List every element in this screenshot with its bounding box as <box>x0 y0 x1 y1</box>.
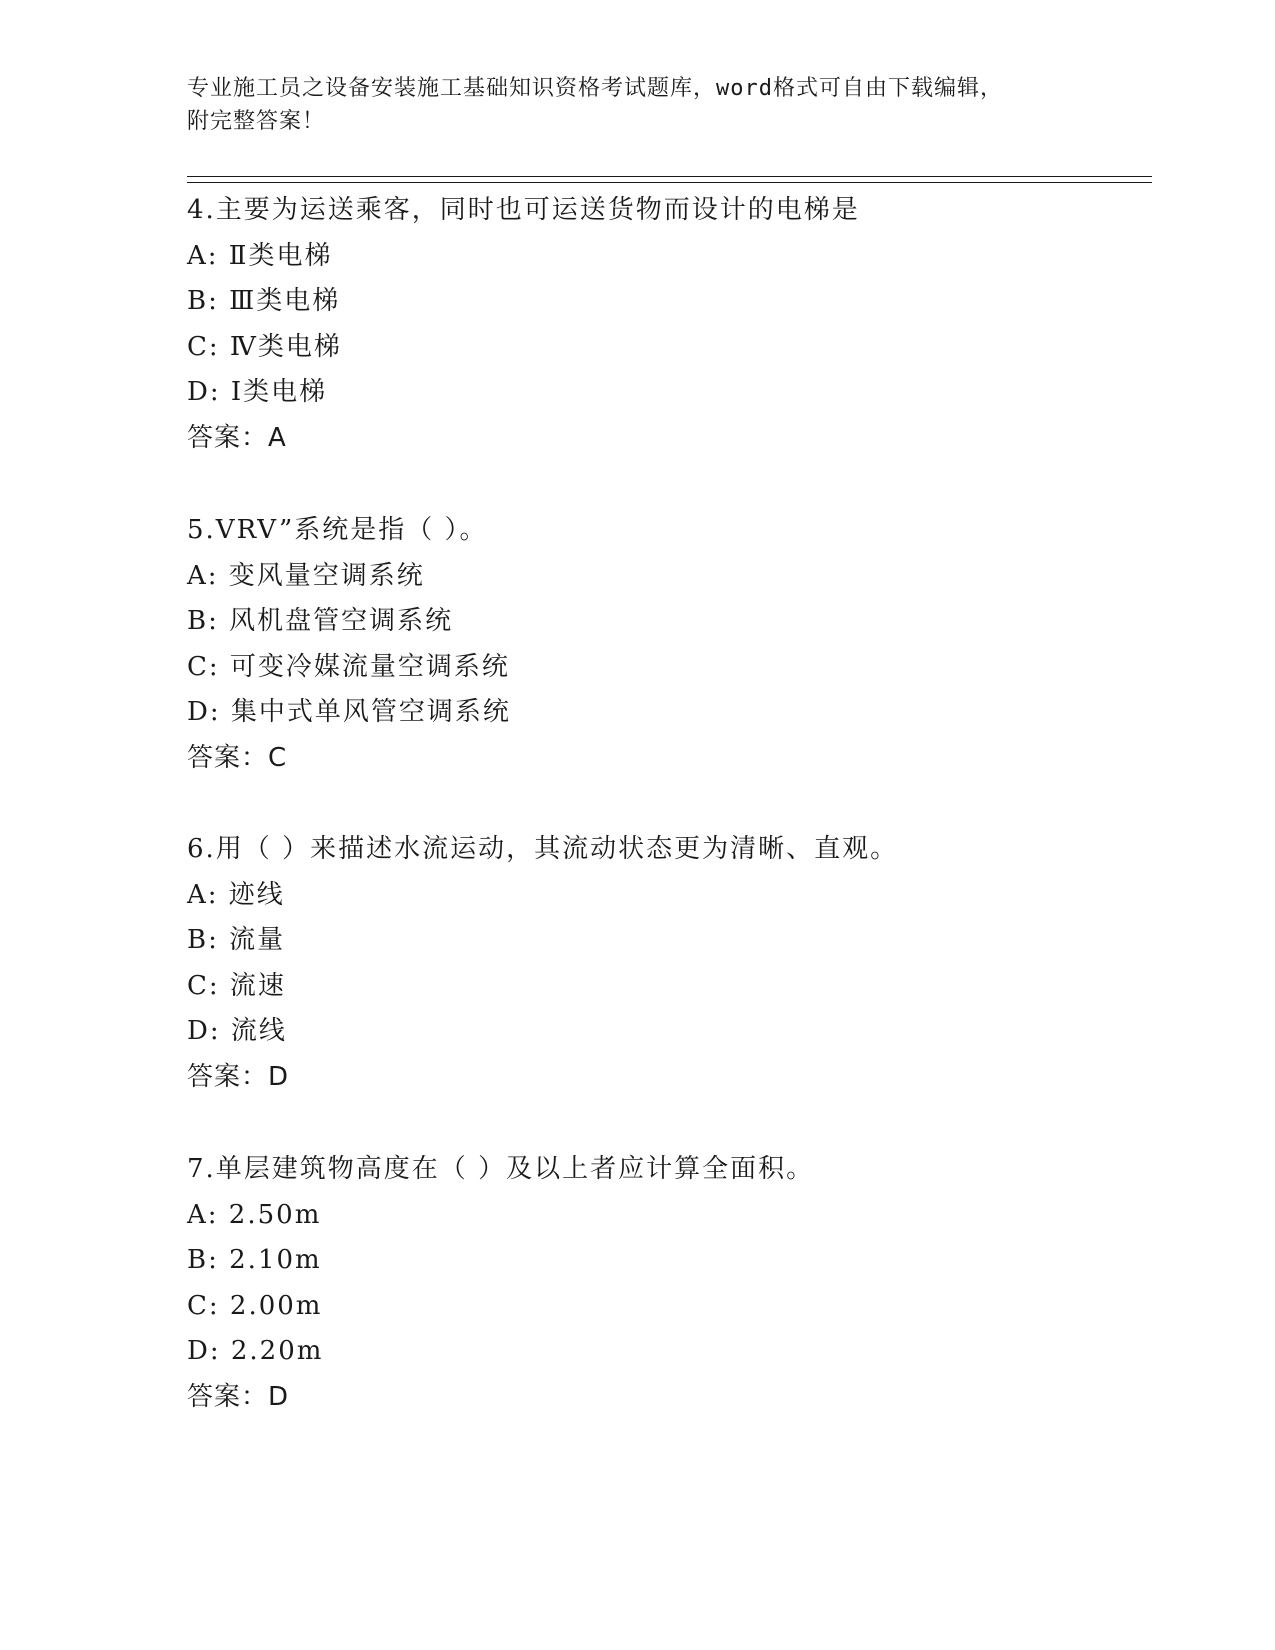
question-stem: 5.VRV”系统是指（ ）。 <box>187 515 488 545</box>
option-c: C: 可变冷媒流量空调系统 <box>187 651 510 682</box>
question-4 <box>187 188 1147 462</box>
option-b: B: Ⅲ类电梯 <box>187 286 341 317</box>
option-c: C: 流速 <box>187 970 286 1001</box>
option-b: B: 风机盘管空调系统 <box>187 606 454 637</box>
answer: 答案：C <box>187 742 288 773</box>
answer: 答案：D <box>187 1061 290 1092</box>
question-stem: 7.单层建筑物高度在（ ）及以上者应计算全面积。 <box>187 1154 815 1184</box>
question-6 <box>187 827 1147 1101</box>
option-a: A: 2.50m <box>187 1199 322 1230</box>
option-b: B: 流量 <box>187 925 286 956</box>
option-a: A: 迹线 <box>187 879 285 910</box>
question-7 <box>187 1147 1147 1421</box>
document-header <box>187 72 1107 138</box>
header-divider-top <box>187 176 1152 177</box>
option-b: B: 2.10m <box>187 1245 322 1276</box>
option-d: D: 2.20m <box>187 1336 324 1367</box>
option-d: D: 流线 <box>187 1016 287 1047</box>
option-c: C: 2.00m <box>187 1290 323 1321</box>
option-c: C: Ⅳ类电梯 <box>187 331 342 362</box>
question-5 <box>187 508 1147 782</box>
question-stem: 4.主要为运送乘客，同时也可运送货物而设计的电梯是 <box>187 195 860 225</box>
option-d: D: 集中式单风管空调系统 <box>187 697 511 728</box>
header-divider-bottom <box>187 182 1152 183</box>
header-line-1: 专业施工员之设备安装施工基础知识资格考试题库，word格式可自由下载编辑， <box>187 76 1003 101</box>
option-a: A: Ⅱ类电梯 <box>187 240 333 271</box>
option-a: A: 变风量空调系统 <box>187 560 425 591</box>
question-stem: 6.用（ ）来描述水流运动，其流动状态更为清晰、直观。 <box>187 834 899 864</box>
answer: 答案：A <box>187 422 287 453</box>
option-d: D: Ⅰ类电梯 <box>187 377 328 408</box>
header-line-2: 附完整答案！ <box>187 109 326 134</box>
answer: 答案：D <box>187 1381 290 1412</box>
